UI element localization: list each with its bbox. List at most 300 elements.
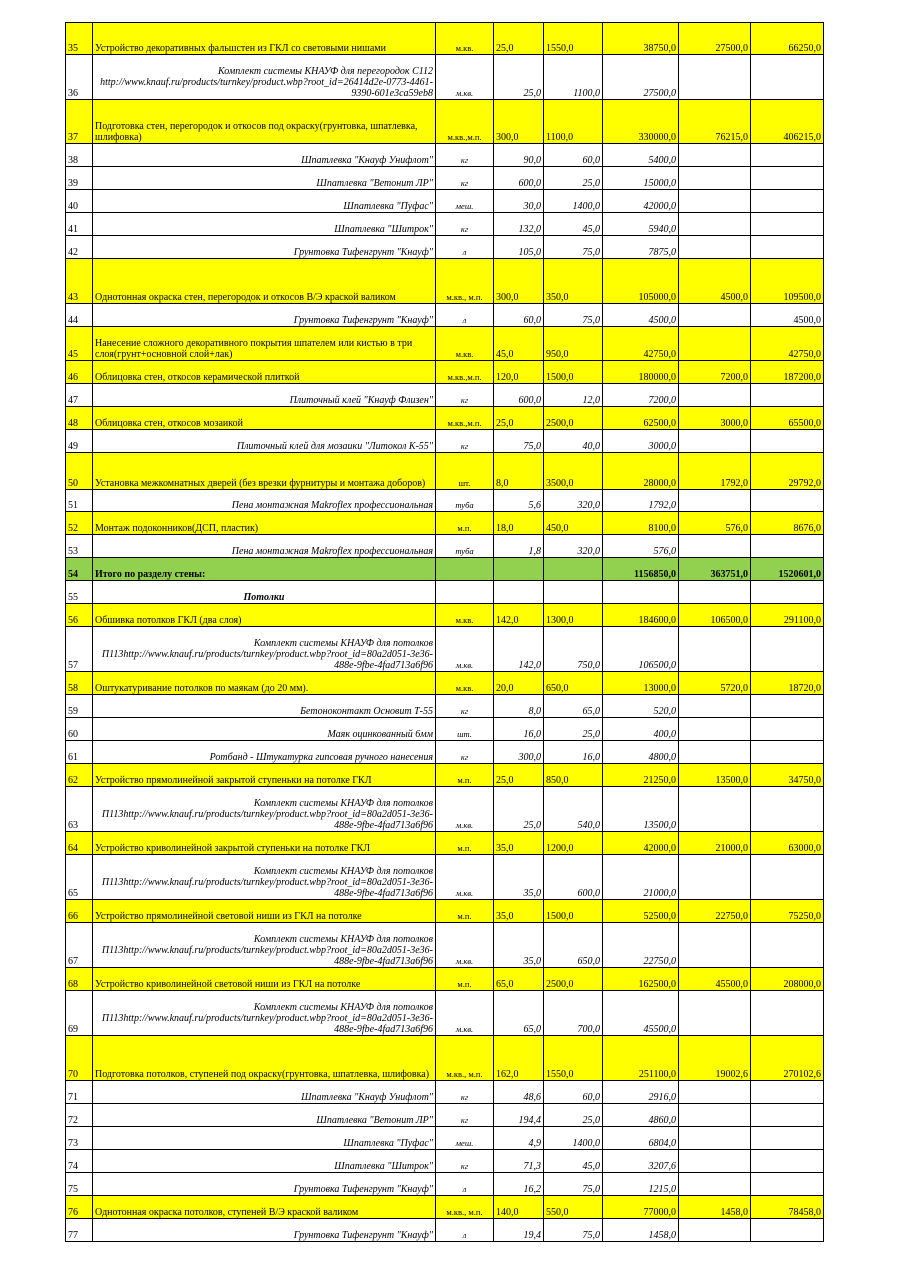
material-cost-cell <box>679 213 751 236</box>
total-cost-cell <box>751 718 824 741</box>
unit-price-cell: 25,0 <box>544 167 603 190</box>
total-cost-cell <box>751 1219 824 1242</box>
table-row <box>66 259 824 304</box>
unit-price-cell: 700,0 <box>544 991 603 1036</box>
item-name-cell: Комплект системы КНАУФ для потолков П113http://www.knauf.ru/products/turnkey/product.wbp?root_id=80a2d051-3e36-488e-9fbe-4fad713a6f96 <box>93 787 436 832</box>
material-cost-cell: 21000,0 <box>679 832 751 855</box>
work-cost-cell: 38750,0 <box>603 23 679 55</box>
unit-price-cell: 75,0 <box>544 1173 603 1196</box>
work-cost-cell: 27500,0 <box>603 55 679 100</box>
material-cost-cell: 27500,0 <box>679 23 751 55</box>
quantity-cell: 25,0 <box>494 764 544 787</box>
total-cost-cell: 78458,0 <box>751 1196 824 1219</box>
work-cost-cell: 52500,0 <box>603 900 679 923</box>
work-cost-cell: 105000,0 <box>603 259 679 304</box>
material-cost-cell: 4500,0 <box>679 259 751 304</box>
row-number-cell: 67 <box>66 923 93 968</box>
work-cost-cell: 1156850,0 <box>603 558 679 581</box>
unit-cell: кг <box>436 167 494 190</box>
work-cost-cell: 180000,0 <box>603 361 679 384</box>
item-name-cell: Шпатлевка "Кнауф Унифлот" <box>93 1081 436 1104</box>
unit-price-cell: 2500,0 <box>544 968 603 991</box>
material-cost-cell <box>679 535 751 558</box>
quantity-cell: 90,0 <box>494 144 544 167</box>
table-row <box>66 190 824 213</box>
quantity-cell <box>494 581 544 604</box>
work-cost-cell: 330000,0 <box>603 100 679 144</box>
material-cost-cell <box>679 1104 751 1127</box>
unit-price-cell: 540,0 <box>544 787 603 832</box>
table-row <box>66 453 824 490</box>
quantity-cell: 19,4 <box>494 1219 544 1242</box>
work-cost-cell: 4500,0 <box>603 304 679 327</box>
unit-cell: л <box>436 1219 494 1242</box>
item-name-cell: Комплект системы КНАУФ для перегородок С112 http://www.knauf.ru/products/turnkey/product.wbp?root_id=26414d2e-0773-4461-9390-601e3ca59eb8 <box>93 55 436 100</box>
quantity-cell: 35,0 <box>494 923 544 968</box>
work-cost-cell: 162500,0 <box>603 968 679 991</box>
unit-price-cell: 950,0 <box>544 327 603 361</box>
quantity-cell: 105,0 <box>494 236 544 259</box>
item-name-cell: Комплект системы КНАУФ для потолков П113http://www.knauf.ru/products/turnkey/product.wbp?root_id=80a2d051-3e36-488e-9fbe-4fad713a6f96 <box>93 923 436 968</box>
row-number-cell: 59 <box>66 695 93 718</box>
material-cost-cell: 45500,0 <box>679 968 751 991</box>
unit-cell: кг <box>436 695 494 718</box>
unit-cell: м.п. <box>436 512 494 535</box>
material-cost-cell <box>679 695 751 718</box>
item-name-cell: Пена монтажная Makroflex профессиональная <box>93 490 436 512</box>
material-cost-cell <box>679 304 751 327</box>
work-cost-cell: 22750,0 <box>603 923 679 968</box>
unit-cell: шт. <box>436 453 494 490</box>
total-cost-cell: 75250,0 <box>751 900 824 923</box>
work-cost-cell: 106500,0 <box>603 627 679 672</box>
unit-price-cell: 320,0 <box>544 535 603 558</box>
row-number-cell: 77 <box>66 1219 93 1242</box>
material-cost-cell <box>679 923 751 968</box>
table-row <box>66 741 824 764</box>
unit-price-cell: 60,0 <box>544 144 603 167</box>
table-row <box>66 327 824 361</box>
total-cost-cell: 187200,0 <box>751 361 824 384</box>
work-cost-cell: 21000,0 <box>603 855 679 900</box>
item-name-cell: Устройство декоративных фальшстен из ГКЛ со световыми нишами <box>93 23 436 55</box>
quantity-cell: 16,2 <box>494 1173 544 1196</box>
work-cost-cell: 7200,0 <box>603 384 679 407</box>
work-cost-cell: 576,0 <box>603 535 679 558</box>
quantity-cell: 142,0 <box>494 604 544 627</box>
unit-cell: м.кв. <box>436 604 494 627</box>
row-number-cell: 47 <box>66 384 93 407</box>
quantity-cell: 8,0 <box>494 453 544 490</box>
work-cost-cell: 2916,0 <box>603 1081 679 1104</box>
unit-price-cell: 1100,0 <box>544 100 603 144</box>
row-number-cell: 35 <box>66 23 93 55</box>
row-number-cell: 40 <box>66 190 93 213</box>
row-number-cell: 51 <box>66 490 93 512</box>
material-cost-cell <box>679 718 751 741</box>
total-cost-cell <box>751 787 824 832</box>
total-cost-cell: 4500,0 <box>751 304 824 327</box>
work-cost-cell: 4800,0 <box>603 741 679 764</box>
material-cost-cell <box>679 855 751 900</box>
table-row <box>66 968 824 991</box>
table-row <box>66 1104 824 1127</box>
item-name-cell: Облицовка стен, откосов керамической плиткой <box>93 361 436 384</box>
total-cost-cell <box>751 167 824 190</box>
work-cost-cell: 42000,0 <box>603 190 679 213</box>
quantity-cell: 60,0 <box>494 304 544 327</box>
quantity-cell: 300,0 <box>494 259 544 304</box>
unit-price-cell: 1100,0 <box>544 55 603 100</box>
quantity-cell: 120,0 <box>494 361 544 384</box>
item-name-cell: Шпатлевка "Пуфас" <box>93 190 436 213</box>
item-name-cell: Грунтовка Тифенгрунт "Кнауф" <box>93 236 436 259</box>
unit-cell: кг <box>436 1150 494 1173</box>
unit-cell: м.кв. <box>436 23 494 55</box>
item-name-cell: Монтаж подоконников(ДСП, пластик) <box>93 512 436 535</box>
item-name-cell: Однотонная окраска потолков, ступеней В/Э краской валиком <box>93 1196 436 1219</box>
unit-cell: м.кв. <box>436 55 494 100</box>
work-cost-cell: 7875,0 <box>603 236 679 259</box>
total-cost-cell <box>751 1173 824 1196</box>
unit-price-cell: 45,0 <box>544 213 603 236</box>
table-row <box>66 55 824 100</box>
unit-cell: шт. <box>436 718 494 741</box>
unit-price-cell: 1200,0 <box>544 832 603 855</box>
work-cost-cell: 13500,0 <box>603 787 679 832</box>
table-row <box>66 236 824 259</box>
row-number-cell: 60 <box>66 718 93 741</box>
item-name-cell: Облицовка стен, откосов мозаикой <box>93 407 436 430</box>
item-name-cell: Устройство криволинейной световой ниши из ГКЛ на потолке <box>93 968 436 991</box>
material-cost-cell <box>679 1127 751 1150</box>
table-row <box>66 535 824 558</box>
row-number-cell: 58 <box>66 672 93 695</box>
material-cost-cell <box>679 236 751 259</box>
item-name-cell: Грунтовка Тифенгрунт "Кнауф" <box>93 1173 436 1196</box>
total-cost-cell: 66250,0 <box>751 23 824 55</box>
unit-cell: кг <box>436 213 494 236</box>
unit-cell: м.п. <box>436 832 494 855</box>
material-cost-cell: 22750,0 <box>679 900 751 923</box>
table-row <box>66 1150 824 1173</box>
table-row <box>66 787 824 832</box>
material-cost-cell <box>679 627 751 672</box>
quantity-cell: 48,6 <box>494 1081 544 1104</box>
unit-cell: м.кв. <box>436 923 494 968</box>
total-cost-cell <box>751 236 824 259</box>
total-cost-cell: 208000,0 <box>751 968 824 991</box>
material-cost-cell <box>679 1081 751 1104</box>
unit-price-cell: 75,0 <box>544 304 603 327</box>
total-cost-cell <box>751 213 824 236</box>
total-cost-cell: 109500,0 <box>751 259 824 304</box>
item-name-cell: Устройство криволинейной закрытой ступеньки на потолке ГКЛ <box>93 832 436 855</box>
row-number-cell: 74 <box>66 1150 93 1173</box>
unit-cell: м.кв. <box>436 991 494 1036</box>
unit-price-cell: 12,0 <box>544 384 603 407</box>
unit-price-cell: 40,0 <box>544 430 603 453</box>
table-row <box>66 384 824 407</box>
item-name-cell: Устройство прямолинейной световой ниши из ГКЛ на потолке <box>93 900 436 923</box>
total-cost-cell <box>751 384 824 407</box>
table-row <box>66 304 824 327</box>
total-cost-cell: 291100,0 <box>751 604 824 627</box>
unit-price-cell: 1500,0 <box>544 361 603 384</box>
item-name-cell: Комплект системы КНАУФ для потолков П113http://www.knauf.ru/products/turnkey/product.wbp?root_id=80a2d051-3e36-488e-9fbe-4fad713a6f96 <box>93 627 436 672</box>
unit-cell: м.п. <box>436 900 494 923</box>
quantity-cell: 71,3 <box>494 1150 544 1173</box>
unit-cell: м.п. <box>436 764 494 787</box>
work-cost-cell: 3000,0 <box>603 430 679 453</box>
table-row <box>66 1081 824 1104</box>
unit-cell: кг <box>436 384 494 407</box>
material-cost-cell <box>679 430 751 453</box>
material-cost-cell: 13500,0 <box>679 764 751 787</box>
table-row <box>66 1173 824 1196</box>
work-cost-cell: 520,0 <box>603 695 679 718</box>
unit-price-cell <box>544 558 603 581</box>
quantity-cell: 75,0 <box>494 430 544 453</box>
work-cost-cell: 1458,0 <box>603 1219 679 1242</box>
total-cost-cell <box>751 991 824 1036</box>
unit-cell: м.кв. <box>436 672 494 695</box>
quantity-cell: 65,0 <box>494 991 544 1036</box>
material-cost-cell: 106500,0 <box>679 604 751 627</box>
total-cost-cell: 42750,0 <box>751 327 824 361</box>
quantity-cell: 25,0 <box>494 55 544 100</box>
item-name-cell: Обшивка потолков ГКЛ (два слоя) <box>93 604 436 627</box>
unit-price-cell: 25,0 <box>544 718 603 741</box>
total-cost-cell <box>751 430 824 453</box>
work-cost-cell: 184600,0 <box>603 604 679 627</box>
unit-price-cell: 550,0 <box>544 1196 603 1219</box>
material-cost-cell <box>679 787 751 832</box>
row-number-cell: 76 <box>66 1196 93 1219</box>
table-row <box>66 407 824 430</box>
item-name-cell: Шпатлевка "Шитрок" <box>93 1150 436 1173</box>
work-cost-cell: 13000,0 <box>603 672 679 695</box>
material-cost-cell <box>679 55 751 100</box>
estimate-table-body <box>66 23 824 1242</box>
work-cost-cell: 28000,0 <box>603 453 679 490</box>
table-row <box>66 1219 824 1242</box>
material-cost-cell <box>679 190 751 213</box>
table-row <box>66 213 824 236</box>
total-cost-cell <box>751 1150 824 1173</box>
material-cost-cell <box>679 144 751 167</box>
quantity-cell: 142,0 <box>494 627 544 672</box>
work-cost-cell: 21250,0 <box>603 764 679 787</box>
item-name-cell: Грунтовка Тифенгрунт "Кнауф" <box>93 1219 436 1242</box>
total-cost-cell: 18720,0 <box>751 672 824 695</box>
material-cost-cell: 5720,0 <box>679 672 751 695</box>
unit-price-cell: 3500,0 <box>544 453 603 490</box>
unit-cell: меш. <box>436 190 494 213</box>
material-cost-cell: 76215,0 <box>679 100 751 144</box>
quantity-cell: 600,0 <box>494 384 544 407</box>
work-cost-cell: 4860,0 <box>603 1104 679 1127</box>
total-cost-cell: 1520601,0 <box>751 558 824 581</box>
unit-cell: м.п. <box>436 968 494 991</box>
item-name-cell: Шпатлевка "Ветонит ЛР" <box>93 1104 436 1127</box>
quantity-cell: 1,8 <box>494 535 544 558</box>
material-cost-cell <box>679 1173 751 1196</box>
quantity-cell: 45,0 <box>494 327 544 361</box>
total-cost-cell: 65500,0 <box>751 407 824 430</box>
table-row <box>66 764 824 787</box>
total-cost-cell: 34750,0 <box>751 764 824 787</box>
quantity-cell: 18,0 <box>494 512 544 535</box>
unit-price-cell: 650,0 <box>544 923 603 968</box>
item-name-cell: Комплект системы КНАУФ для потолков П113http://www.knauf.ru/products/turnkey/product.wbp?root_id=80a2d051-3e36-488e-9fbe-4fad713a6f96 <box>93 991 436 1036</box>
row-number-cell: 70 <box>66 1036 93 1081</box>
unit-price-cell: 16,0 <box>544 741 603 764</box>
total-cost-cell: 8676,0 <box>751 512 824 535</box>
material-cost-cell <box>679 384 751 407</box>
total-cost-cell: 270102,6 <box>751 1036 824 1081</box>
unit-price-cell: 350,0 <box>544 259 603 304</box>
row-number-cell: 54 <box>66 558 93 581</box>
item-name-cell: Нанесение сложного декоративного покрытия шпателем или кистью в три слоя(грунт+основной слой+лак) <box>93 327 436 361</box>
work-cost-cell: 42000,0 <box>603 832 679 855</box>
work-cost-cell: 5940,0 <box>603 213 679 236</box>
unit-price-cell: 60,0 <box>544 1081 603 1104</box>
row-number-cell: 65 <box>66 855 93 900</box>
row-number-cell: 41 <box>66 213 93 236</box>
item-name-cell: Подготовка стен, перегородок и откосов под окраску(грунтовка, шпатлевка, шлифовка) <box>93 100 436 144</box>
total-cost-cell: 29792,0 <box>751 453 824 490</box>
table-row <box>66 718 824 741</box>
total-cost-cell <box>751 627 824 672</box>
row-number-cell: 57 <box>66 627 93 672</box>
material-cost-cell <box>679 1219 751 1242</box>
work-cost-cell: 42750,0 <box>603 327 679 361</box>
table-row <box>66 361 824 384</box>
work-cost-cell: 77000,0 <box>603 1196 679 1219</box>
material-cost-cell: 576,0 <box>679 512 751 535</box>
unit-cell: л <box>436 1173 494 1196</box>
unit-cell: м.кв. <box>436 327 494 361</box>
unit-price-cell: 650,0 <box>544 672 603 695</box>
quantity-cell: 35,0 <box>494 900 544 923</box>
unit-cell <box>436 581 494 604</box>
item-name-cell: Однотонная окраска стен, перегородок и откосов В/Э краской валиком <box>93 259 436 304</box>
work-cost-cell: 15000,0 <box>603 167 679 190</box>
table-row <box>66 1036 824 1081</box>
item-name-cell: Оштукатуривание потолков по маякам (до 20 мм). <box>93 672 436 695</box>
unit-cell: м.кв.,м.п. <box>436 361 494 384</box>
row-number-cell: 38 <box>66 144 93 167</box>
item-name-cell: Комплект системы КНАУФ для потолков П113http://www.knauf.ru/products/turnkey/product.wbp?root_id=80a2d051-3e36-488e-9fbe-4fad713a6f96 <box>93 855 436 900</box>
unit-cell: м.кв.,м.п. <box>436 100 494 144</box>
table-row <box>66 23 824 55</box>
unit-price-cell: 25,0 <box>544 1104 603 1127</box>
row-number-cell: 49 <box>66 430 93 453</box>
work-cost-cell: 6804,0 <box>603 1127 679 1150</box>
material-cost-cell: 363751,0 <box>679 558 751 581</box>
total-cost-cell <box>751 695 824 718</box>
unit-cell: м.кв. <box>436 627 494 672</box>
material-cost-cell: 1792,0 <box>679 453 751 490</box>
total-cost-cell <box>751 144 824 167</box>
quantity-cell: 8,0 <box>494 695 544 718</box>
work-cost-cell: 5400,0 <box>603 144 679 167</box>
row-number-cell: 73 <box>66 1127 93 1150</box>
quantity-cell: 140,0 <box>494 1196 544 1219</box>
quantity-cell: 35,0 <box>494 832 544 855</box>
material-cost-cell: 1458,0 <box>679 1196 751 1219</box>
row-number-cell: 55 <box>66 581 93 604</box>
quantity-cell: 4,9 <box>494 1127 544 1150</box>
unit-price-cell: 2500,0 <box>544 407 603 430</box>
material-cost-cell <box>679 991 751 1036</box>
row-number-cell: 36 <box>66 55 93 100</box>
unit-price-cell: 600,0 <box>544 855 603 900</box>
table-row <box>66 627 824 672</box>
total-cost-cell: 406215,0 <box>751 100 824 144</box>
quantity-cell: 35,0 <box>494 855 544 900</box>
total-cost-cell <box>751 923 824 968</box>
unit-cell: туба <box>436 535 494 558</box>
unit-price-cell: 450,0 <box>544 512 603 535</box>
unit-price-cell: 1500,0 <box>544 900 603 923</box>
unit-price-cell: 1400,0 <box>544 1127 603 1150</box>
material-cost-cell <box>679 167 751 190</box>
item-name-cell: Установка межкомнатных дверей (без врезки фурнитуры и монтажа доборов) <box>93 453 436 490</box>
row-number-cell: 68 <box>66 968 93 991</box>
item-name-cell: Устройство прямолинейной закрытой ступеньки на потолке ГКЛ <box>93 764 436 787</box>
quantity-cell <box>494 558 544 581</box>
item-name-cell: Подготовка потолков, ступеней под окраску(грунтовка, шпатлевка, шлифовка) <box>93 1036 436 1081</box>
row-number-cell: 39 <box>66 167 93 190</box>
table-row <box>66 672 824 695</box>
unit-price-cell: 1550,0 <box>544 23 603 55</box>
item-name-cell: Бетоноконтакт Основит Т-55 <box>93 695 436 718</box>
quantity-cell: 16,0 <box>494 718 544 741</box>
work-cost-cell: 3207,6 <box>603 1150 679 1173</box>
estimate-table <box>65 22 824 1242</box>
item-name-cell: Грунтовка Тифенгрунт "Кнауф" <box>93 304 436 327</box>
unit-cell: кг <box>436 1081 494 1104</box>
item-name-cell: Потолки <box>93 581 436 604</box>
unit-cell: меш. <box>436 1127 494 1150</box>
row-number-cell: 44 <box>66 304 93 327</box>
item-name-cell: Пена монтажная Makroflex профессиональная <box>93 535 436 558</box>
section-header-row <box>66 581 824 604</box>
unit-cell: кг <box>436 1104 494 1127</box>
unit-price-cell: 75,0 <box>544 1219 603 1242</box>
quantity-cell: 300,0 <box>494 100 544 144</box>
work-cost-cell: 1792,0 <box>603 490 679 512</box>
unit-cell: м.кв.,м.п. <box>436 407 494 430</box>
row-number-cell: 69 <box>66 991 93 1036</box>
unit-price-cell: 75,0 <box>544 236 603 259</box>
material-cost-cell <box>679 490 751 512</box>
total-cost-cell <box>751 1081 824 1104</box>
item-name-cell: Шпатлевка "Кнауф Унифлот" <box>93 144 436 167</box>
unit-cell: м.кв. <box>436 787 494 832</box>
unit-cell: л <box>436 304 494 327</box>
table-row <box>66 490 824 512</box>
row-number-cell: 52 <box>66 512 93 535</box>
unit-price-cell: 1300,0 <box>544 604 603 627</box>
total-cost-cell <box>751 535 824 558</box>
work-cost-cell: 400,0 <box>603 718 679 741</box>
quantity-cell: 25,0 <box>494 407 544 430</box>
row-number-cell: 48 <box>66 407 93 430</box>
table-row <box>66 100 824 144</box>
